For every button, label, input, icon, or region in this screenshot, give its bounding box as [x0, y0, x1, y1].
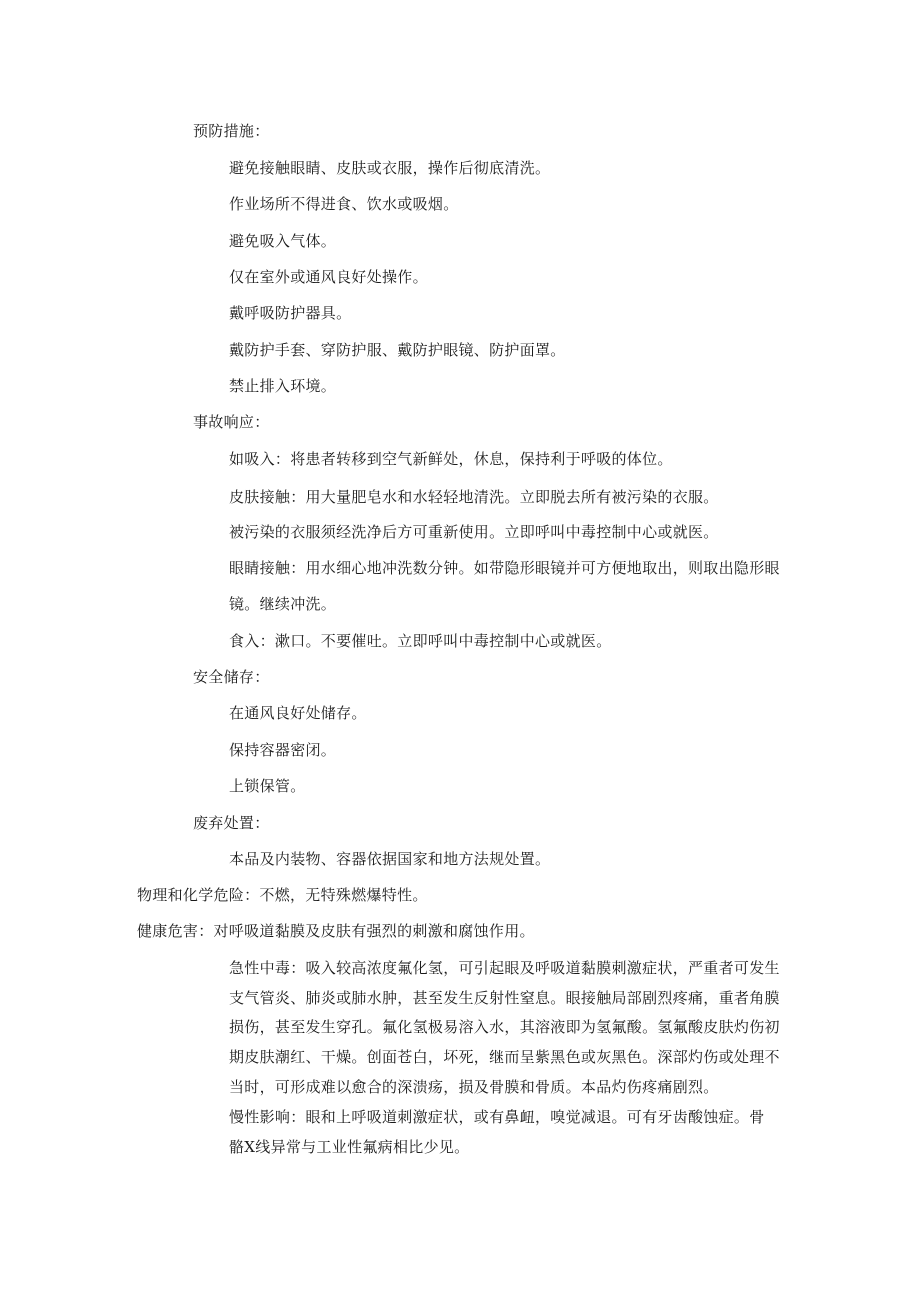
storage-item: 上锁保管。: [229, 777, 306, 795]
physchem-hazard: 物理和化学危险：不燃，无特殊燃爆特性。: [137, 886, 428, 904]
acute-line: 支气管炎、肺炎或肺水肿，甚至发生反射性窒息。眼接触局部剧烈疼痛，重者角膜: [229, 989, 780, 1007]
chronic-line: 骼X线异常与工业性氟病相比少见。: [229, 1138, 470, 1156]
disposal-item: 本品及内装物、容器依据国家和地方法规处置。: [229, 850, 551, 868]
storage-item: 保持容器密闭。: [229, 741, 337, 759]
prevention-heading: 预防措施：: [193, 122, 270, 140]
prevention-item: 戴呼吸防护器具。: [229, 304, 352, 322]
prevention-item: 仅在室外或通风良好处操作。: [229, 268, 428, 286]
acute-line: 期皮肤潮红、干燥。创面苍白，坏死，继而呈紫黑色或灰黑色。深部灼伤或处理不: [229, 1048, 780, 1066]
chronic-line: 慢性影响：眼和上呼吸道刺激症状，或有鼻衄，嗅觉减退。可有牙齿酸蚀症。骨: [229, 1108, 765, 1126]
response-item: 皮肤接触：用大量肥皂水和水轻轻地清洗。立即脱去所有被污染的衣服。: [229, 488, 719, 506]
response-heading: 事故响应：: [193, 413, 270, 431]
disposal-heading: 废弃处置：: [193, 814, 270, 832]
prevention-item: 避免接触眼睛、皮肤或衣服，操作后彻底清洗。: [229, 159, 551, 177]
health-hazard-heading: 健康危害：对呼吸道黏膜及皮肤有强烈的刺激和腐蚀作用。: [137, 922, 535, 940]
prevention-item: 避免吸入气体。: [229, 232, 337, 250]
response-item: 被污染的衣服须经洗净后方可重新使用。立即呼叫中毒控制中心或就医。: [229, 523, 719, 541]
acute-line: 急性中毒：吸入较高浓度氟化氢，可引起眼及呼吸道黏膜刺激症状，严重者可发生: [229, 959, 780, 977]
prevention-item: 禁止排入环境。: [229, 377, 337, 395]
storage-heading: 安全储存：: [193, 668, 270, 686]
response-item: 镜。继续冲洗。: [229, 595, 337, 613]
response-item: 如吸入：将患者转移到空气新鲜处，休息，保持利于呼吸的体位。: [229, 450, 673, 468]
response-item: 食入：漱口。不要催吐。立即呼叫中毒控制中心或就医。: [229, 632, 612, 650]
storage-item: 在通风良好处储存。: [229, 704, 367, 722]
prevention-item: 作业场所不得进食、饮水或吸烟。: [229, 195, 459, 213]
acute-line: 当时，可形成难以愈合的深溃疡，损及骨膜和骨质。本品灼伤疼痛剧烈。: [229, 1078, 719, 1096]
prevention-item: 戴防护手套、穿防护服、戴防护眼镜、防护面罩。: [229, 341, 566, 359]
acute-line: 损伤，甚至发生穿孔。氟化氢极易溶入水，其溶液即为氢氟酸。氢氟酸皮肤灼伤初: [229, 1018, 780, 1036]
response-item: 眼睛接触：用水细心地冲洗数分钟。如带隐形眼镜并可方便地取出，则取出隐形眼: [229, 559, 780, 577]
